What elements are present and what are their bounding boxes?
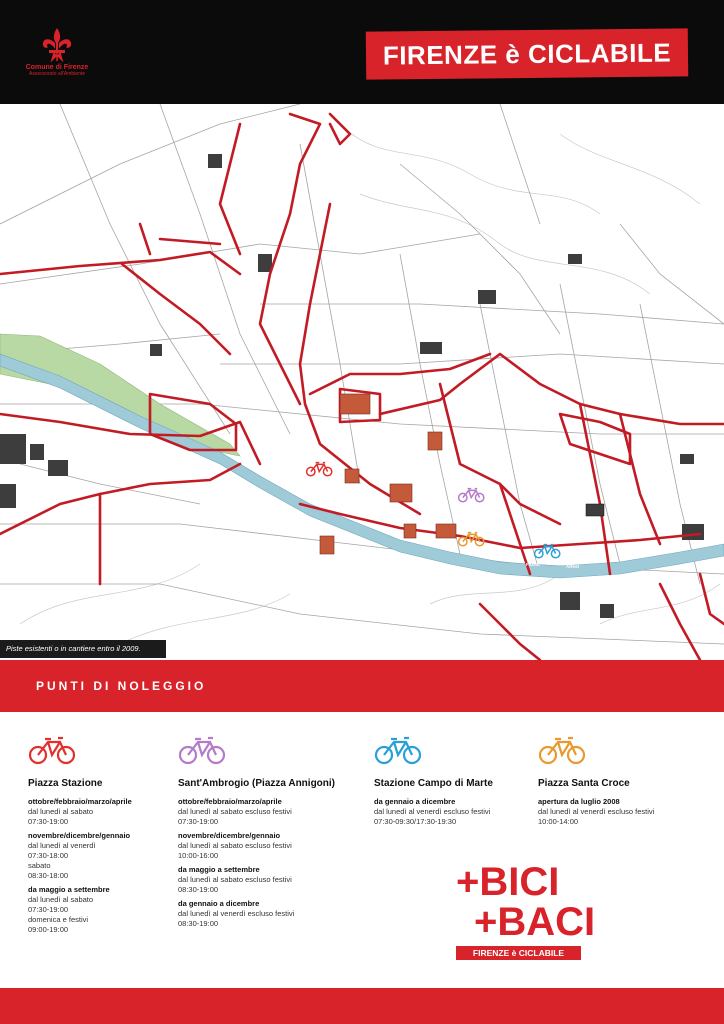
logo-line1: Comune di Firenze bbox=[25, 64, 89, 71]
schedule-line: 08:30-19:00 bbox=[178, 885, 219, 894]
map-graphic bbox=[0, 104, 724, 660]
bicycle-icon bbox=[374, 734, 422, 766]
footer-bar bbox=[0, 988, 724, 1024]
cascine-park bbox=[0, 334, 240, 456]
rental-point bbox=[178, 734, 348, 929]
schedule-line: dal lunedì al sabato bbox=[28, 895, 94, 904]
schedule-line: dal lunedì al venerdì escluso festivi bbox=[178, 909, 295, 918]
rental-point bbox=[538, 734, 708, 827]
schedule-line: 08:30-18:00 bbox=[28, 871, 69, 880]
page-title: FIRENZE è CICLABILE bbox=[382, 37, 672, 71]
river-label: ARNO bbox=[566, 564, 580, 569]
header-bar bbox=[0, 0, 724, 104]
city-map bbox=[0, 104, 724, 660]
schedule-line: 07:30-19:00 bbox=[178, 817, 219, 826]
rental-point bbox=[374, 734, 544, 827]
schedule-period: ottobre/febbraio/marzo/aprile bbox=[178, 797, 282, 806]
schedule-line: dal lunedì al sabato escluso festivi bbox=[178, 841, 292, 850]
schedule-line: 10:00-14:00 bbox=[538, 817, 579, 826]
schedule-line: sabato bbox=[28, 861, 51, 870]
schedule-period: novembre/dicembre/gennaio bbox=[178, 831, 281, 840]
bicycle-icon bbox=[538, 734, 586, 766]
rental-point-name: Sant'Ambrogio (Piazza Annigoni) bbox=[178, 778, 336, 789]
schedule-period: da maggio a settembre bbox=[178, 865, 260, 874]
schedule-line: 07:30-18:00 bbox=[28, 851, 69, 860]
schedule-period: apertura da luglio 2008 bbox=[538, 797, 620, 806]
schedule-line: dal lunedì al sabato escluso festivi bbox=[178, 807, 292, 816]
schedule-period: da maggio a settembre bbox=[28, 885, 110, 894]
schedule-line: 07:30-19:00 bbox=[28, 817, 69, 826]
section-title: PUNTI DI NOLEGGIO bbox=[36, 679, 207, 693]
rental-point-name: Stazione Campo di Marte bbox=[374, 778, 493, 789]
schedule-period: novembre/dicembre/gennaio bbox=[28, 831, 131, 840]
slogan-line2: +BACI bbox=[474, 900, 596, 944]
slogan-tag: FIRENZE è CICLABILE bbox=[456, 946, 581, 960]
river-label: ARNO bbox=[296, 478, 310, 483]
schedule-line: 07:30-19:00 bbox=[28, 905, 69, 914]
stadium bbox=[586, 504, 604, 516]
bicycle-icon bbox=[178, 734, 226, 766]
schedule-line: dal lunedì al sabato escluso festivi bbox=[178, 875, 292, 884]
schedule-line: dal lunedì al sabato bbox=[28, 807, 94, 816]
schedule-line: 08:30-19:00 bbox=[178, 919, 219, 928]
schedule-line: domenica e festivi bbox=[28, 915, 89, 924]
schedule-line: dal lunedì al venerdì bbox=[28, 841, 96, 850]
schedule-line: 10:00-16:00 bbox=[178, 851, 219, 860]
slogan bbox=[456, 862, 606, 972]
rental-point-name: Piazza Stazione bbox=[28, 778, 103, 789]
rental-points bbox=[0, 712, 724, 982]
river-label: FIUME bbox=[284, 470, 298, 475]
title-banner bbox=[366, 28, 688, 79]
river-label: FIUME bbox=[526, 562, 540, 567]
schedule-period: ottobre/febbraio/marzo/aprile bbox=[28, 797, 132, 806]
schedule-line: dal lunedì al venerdì escluso festivi bbox=[538, 807, 655, 816]
schedule-line: 09:00-19:00 bbox=[28, 925, 69, 934]
rental-point bbox=[28, 734, 198, 935]
rental-point-name: Piazza Santa Croce bbox=[538, 778, 630, 789]
schedule-line: 07:30-09:30/17:30-19:30 bbox=[374, 817, 457, 826]
schedule-period: da gennaio a dicembre bbox=[374, 797, 456, 806]
schedule-period: da gennaio a dicembre bbox=[178, 899, 260, 908]
fleur-de-lis-icon bbox=[40, 26, 74, 62]
section-banner bbox=[0, 660, 724, 712]
logo-line2: Assessorato all'Ambiente bbox=[29, 71, 85, 77]
slogan-line1: +BICI bbox=[456, 860, 560, 904]
map-caption: Piste esistenti o in cantiere entro il 2009. bbox=[0, 640, 166, 658]
schedule-line: dal lunedì al venerdì escluso festivi bbox=[374, 807, 491, 816]
municipality-logo bbox=[22, 26, 92, 86]
bicycle-icon bbox=[28, 734, 76, 766]
